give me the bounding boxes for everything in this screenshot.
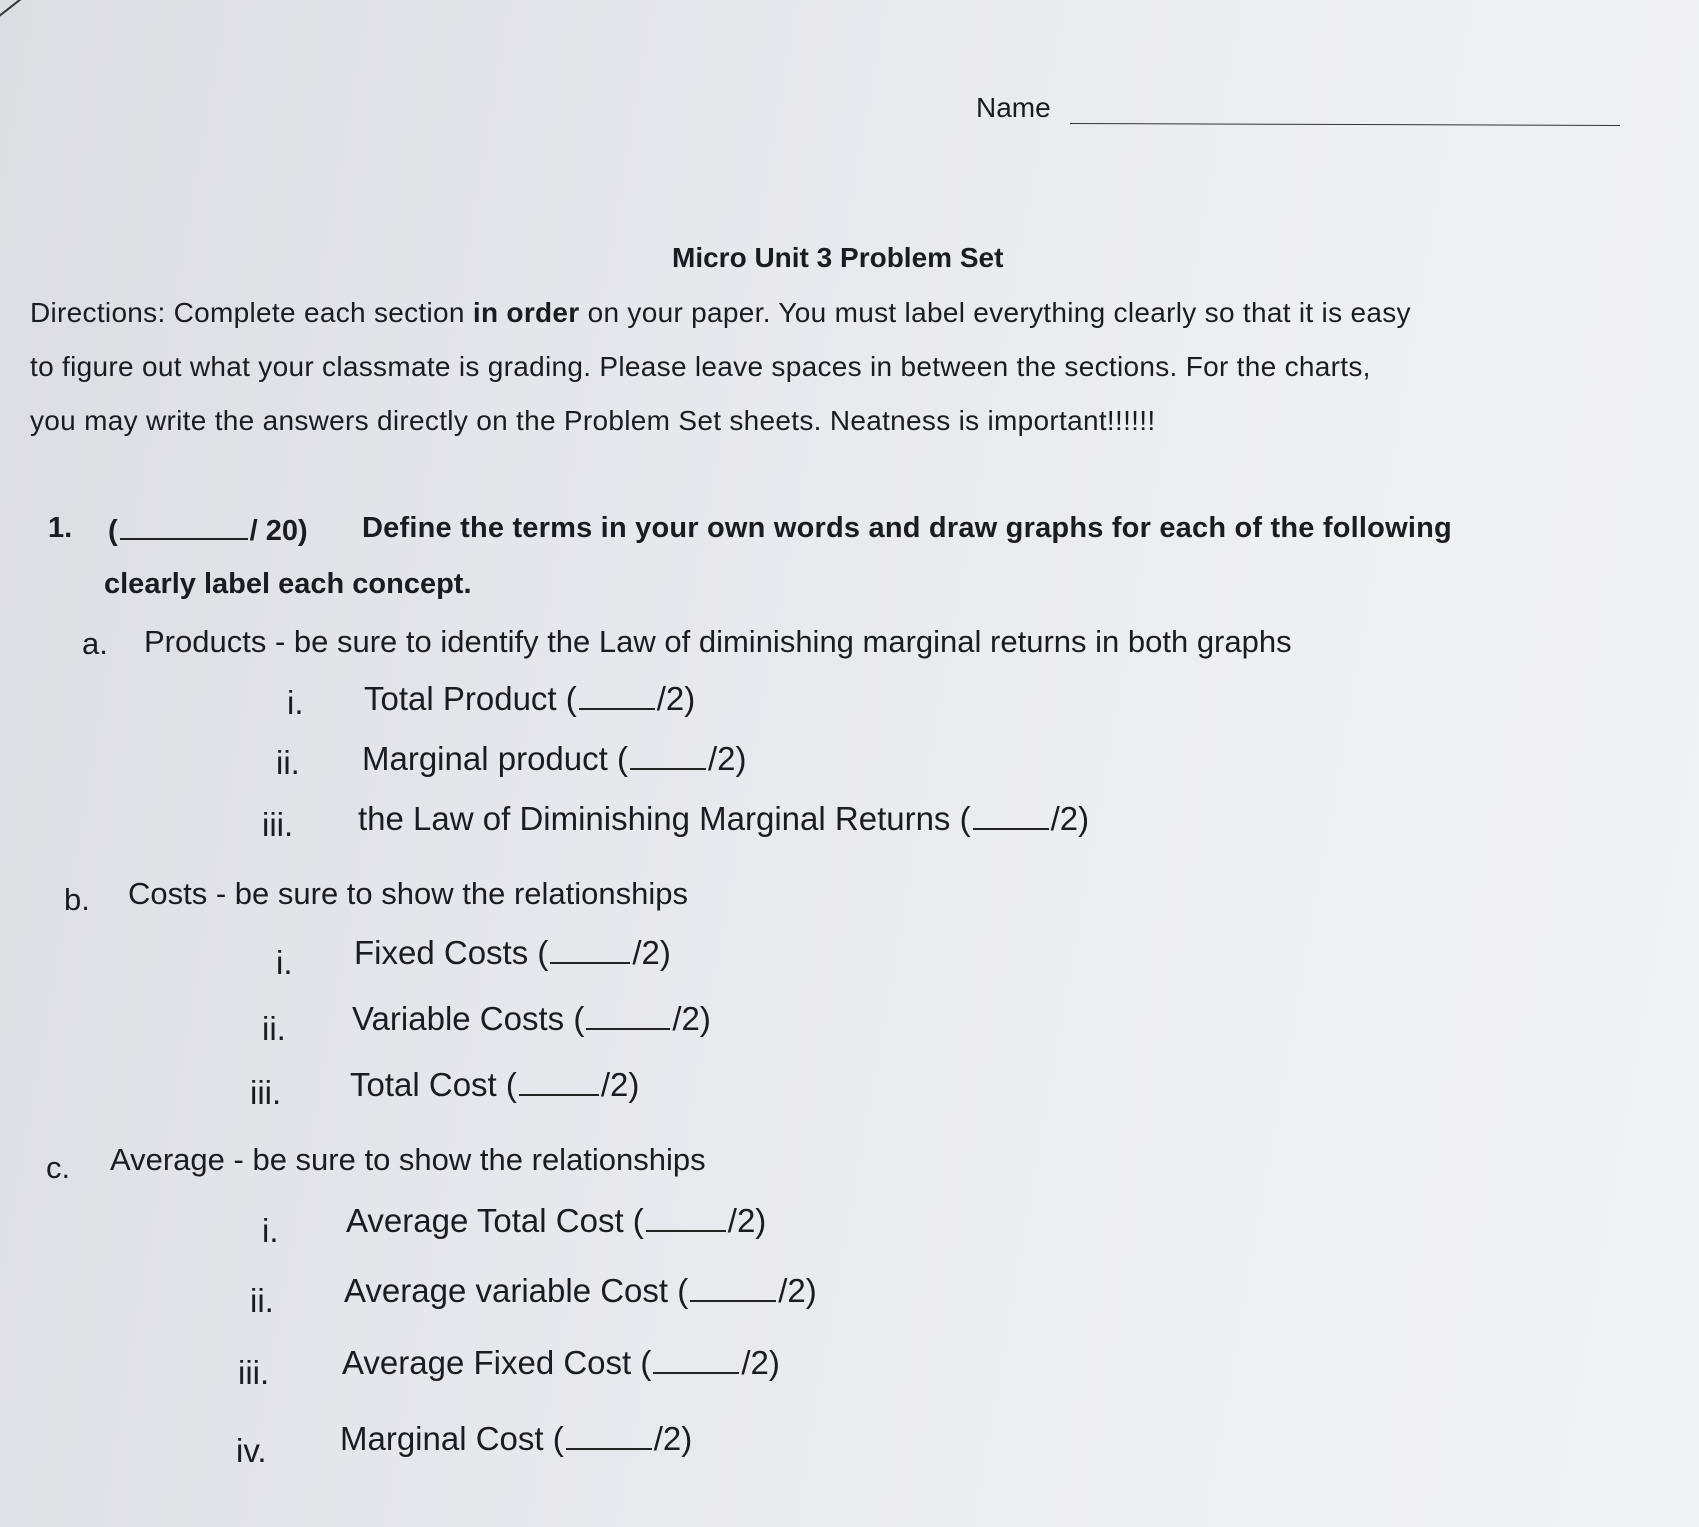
score-open-paren: ( bbox=[108, 515, 118, 547]
score-blank[interactable] bbox=[973, 802, 1049, 830]
score-blank[interactable] bbox=[630, 742, 706, 770]
item-label: Average variable Cost ( bbox=[344, 1272, 689, 1309]
question-text-line-2: clearly label each concept. bbox=[104, 568, 472, 600]
item-score: /2) bbox=[632, 934, 671, 971]
section-a-letter: a. bbox=[82, 626, 108, 661]
item-label: Marginal Cost ( bbox=[340, 1420, 564, 1457]
section-b-letter: b. bbox=[64, 882, 90, 917]
item-total-cost bbox=[350, 1066, 639, 1104]
question-text-line-1: Define the terms in your own words and draw graphs for each of the following bbox=[362, 512, 1452, 544]
directions-text: Directions: Complete each section bbox=[30, 297, 473, 328]
item-score: /2) bbox=[727, 1202, 767, 1239]
item-number: iii. bbox=[262, 806, 294, 843]
score-blank[interactable] bbox=[579, 682, 655, 710]
item-marginal-product bbox=[362, 740, 746, 778]
score-blank[interactable] bbox=[653, 1346, 739, 1374]
item-label: the Law of Diminishing Marginal Returns ( bbox=[358, 800, 971, 837]
score-blank[interactable] bbox=[519, 1068, 599, 1096]
item-fixed-costs bbox=[354, 934, 671, 972]
item-law-of-diminishing-returns bbox=[358, 800, 1089, 838]
item-score: /2) bbox=[1050, 800, 1090, 837]
item-number: iii. bbox=[250, 1074, 282, 1111]
directions-line-3: you may write the answers directly on the Problem Set sheets. Neatness is important!!!!!! bbox=[30, 405, 1156, 436]
directions-emphasis: in order bbox=[472, 297, 580, 328]
item-average-total-cost bbox=[346, 1202, 766, 1240]
section-c-heading: Average - be sure to show the relationships bbox=[110, 1142, 706, 1177]
score-blank[interactable] bbox=[646, 1204, 726, 1232]
item-number: ii. bbox=[276, 744, 300, 781]
directions-text: on your paper. You must label everything clearly so that it is easy bbox=[579, 297, 1411, 328]
score-blank[interactable] bbox=[550, 936, 630, 964]
item-average-variable-cost bbox=[344, 1272, 817, 1310]
item-score: /2) bbox=[778, 1272, 817, 1309]
item-total-product bbox=[364, 680, 695, 718]
item-label: Fixed Costs ( bbox=[354, 934, 549, 971]
corner-pen-line bbox=[0, 0, 75, 32]
item-score: /2) bbox=[656, 680, 696, 717]
item-score: /2) bbox=[741, 1344, 780, 1381]
directions-paragraph bbox=[30, 286, 1670, 448]
item-score: /2) bbox=[707, 740, 747, 777]
item-marginal-cost bbox=[340, 1420, 692, 1458]
item-label: Total Product ( bbox=[364, 680, 577, 717]
item-variable-costs bbox=[352, 1000, 711, 1038]
directions-line-1 bbox=[30, 286, 1670, 340]
score-total: / 20) bbox=[249, 515, 308, 547]
question-score bbox=[108, 512, 308, 548]
score-blank[interactable] bbox=[586, 1002, 670, 1030]
section-a-heading: Products - be sure to identify the Law of diminishing marginal returns in both graphs bbox=[144, 624, 1292, 659]
item-number: i. bbox=[262, 1212, 279, 1249]
item-score: /2) bbox=[672, 1000, 711, 1037]
item-score: /2) bbox=[600, 1066, 640, 1103]
item-average-fixed-cost bbox=[342, 1344, 780, 1382]
item-score: /2) bbox=[653, 1420, 693, 1457]
name-label: Name bbox=[976, 92, 1051, 123]
item-label: Marginal product ( bbox=[362, 740, 628, 777]
item-number: iii. bbox=[238, 1354, 270, 1391]
section-c-letter: c. bbox=[46, 1150, 71, 1185]
item-label: Average Fixed Cost ( bbox=[342, 1344, 652, 1381]
name-field-line[interactable] bbox=[1070, 123, 1620, 126]
page-title: Micro Unit 3 Problem Set bbox=[672, 242, 1004, 273]
score-blank[interactable] bbox=[120, 512, 248, 540]
item-label: Total Cost ( bbox=[350, 1066, 517, 1103]
section-b-heading: Costs - be sure to show the relationships bbox=[128, 876, 688, 911]
question-number: 1. bbox=[48, 512, 73, 544]
item-number: ii. bbox=[262, 1010, 286, 1047]
item-label: Average Total Cost ( bbox=[346, 1202, 644, 1239]
score-blank[interactable] bbox=[566, 1422, 652, 1450]
item-number: ii. bbox=[250, 1282, 274, 1319]
item-number: i. bbox=[287, 684, 304, 721]
score-blank[interactable] bbox=[690, 1274, 776, 1302]
item-number: i. bbox=[276, 944, 293, 981]
directions-line-2: to figure out what your classmate is grading. Please leave spaces in between the sections. For the charts, bbox=[30, 351, 1371, 382]
item-label: Variable Costs ( bbox=[352, 1000, 585, 1037]
item-number: iv. bbox=[236, 1432, 267, 1469]
